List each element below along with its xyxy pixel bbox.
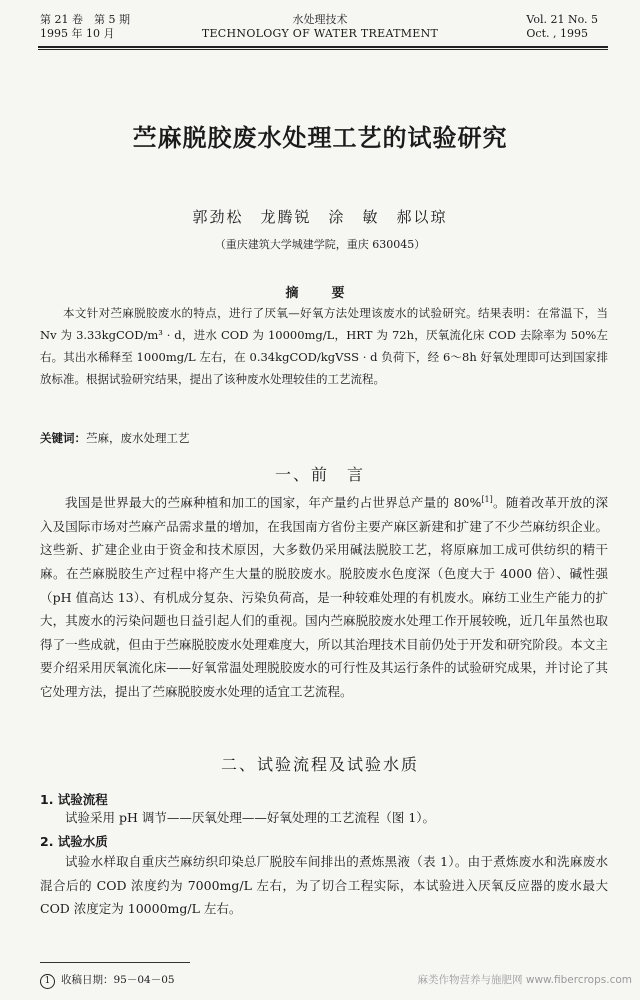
intro-text-start: 我国是世界最大的苎麻种植和加工的国家，年产量约占世界总产量的 80% [65,495,482,511]
journal-volume-en [526,13,598,41]
author-affiliation: （重庆建筑大学城建学院，重庆 630045） [214,238,426,251]
paper-authors: 郭劲松 龙腾锐 涂 敏 郝以琼 [192,208,448,226]
footnote-text: 收稿日期：95－04－05 [61,974,175,986]
keywords-label: 关键词： [40,431,86,445]
subsection-heading-water-quality: 2. 试验水质 [40,834,108,849]
volume-date-en: Oct. , 1995 [526,27,588,40]
subsection-heading-process: 1. 试验流程 [40,792,108,807]
paper-title: 苎麻脱胶废水处理工艺的试验研究 [132,124,508,152]
header-rule-thin [38,49,608,50]
footnote-marker: 1 [40,974,55,989]
journal-name-cn: 水处理技术 [292,13,348,26]
site-watermark: 麻类作物营养与施肥网 www.fibercrops.com [417,974,632,986]
issue-date: 1995 年 10 月 [40,27,115,40]
footnote [40,972,175,989]
water-quality-paragraph: 试验水样取自重庆苎麻纺织印染总厂脱胶车间排出的煮炼黑液（表 1）。由于煮炼废水和洗麻废水混合后的 COD 浓度约为 7000mg/L 左右，为了切合工程实际，本试验进入厌氧反应器的废水最大 COD 浓度定为 10000mg/L 左右。 [40,854,608,917]
volume-number-en: Vol. 21 No. 5 [526,13,598,26]
intro-text-rest: 。随着改革开放的深入及国际市场对苎麻产品需求量的增加，在我国南方省份主要产麻区新建和扩建了不少苎麻纺织企业。这些新、扩建企业由于资金和技术原因，大多数仍采用碱法脱胶工艺，将原麻加工成可供纺织的精干麻。在苎麻脱胶生产过程中将产生大量的脱胶废水。脱胶废水色度深（色度大于 4000 倍）、碱性强（pH 值高达 13）、有机成分复杂、污染负荷高，是一种较难处理的有机废水。麻纺工业生产能力的扩大，其废水的污染问题也日益引起人们的重视。国内苎麻脱胶废水处理工作开展较晚，近几年虽然也取得了一些成就，但由于苎麻脱胶废水处理难度大，所以其治理技术目前仍处于开发和研究阶段。本文主要介绍采用厌氧流化床——好氧常温处理脱胶废水的可行性及其运行条件的试验研究成果，并讨论了其它处理方法，提出了苎麻脱胶废水处理的适宜工艺流程。 [40,495,608,699]
header-rule-thick [38,46,608,48]
issue-volume: 第 21 卷 第 5 期 [40,13,130,26]
footnote-rule [40,962,190,963]
keywords [40,428,608,448]
intro-paragraph [40,488,608,704]
keywords-value: 苎麻，废水处理工艺 [86,431,190,445]
section-heading-intro: 一、前 言 [274,465,365,484]
process-paragraph: 试验采用 pH 调节——厌氧处理——好氧处理的工艺流程（图 1）。 [65,810,436,825]
journal-name-en: TECHNOLOGY OF WATER TREATMENT [201,27,439,40]
abstract-heading: 摘 要 [285,286,355,301]
section-heading-methods: 二、试验流程及试验水质 [220,755,419,774]
citation-ref: [1] [481,495,493,504]
abstract-text: 本文针对苎麻脱胶废水的特点，进行了厌氧—好氧方法处理该废水的试验研究。结果表明：在常温下，当 Nv 为 3.33kgCOD/m³ · d，进水 COD 为 10000mg/L，HRT 为 72h，厌氧流化床 COD 去除率为 50%左右。其出水稀释至 1000mg/L 左右，在 0.34kgCOD/kgVSS · d 负荷下，经 6～8h 好氧处理即可达到国家排放标准。根据试验研究结果，提出了该种废水处理较佳的工艺流程。 [40,306,608,386]
